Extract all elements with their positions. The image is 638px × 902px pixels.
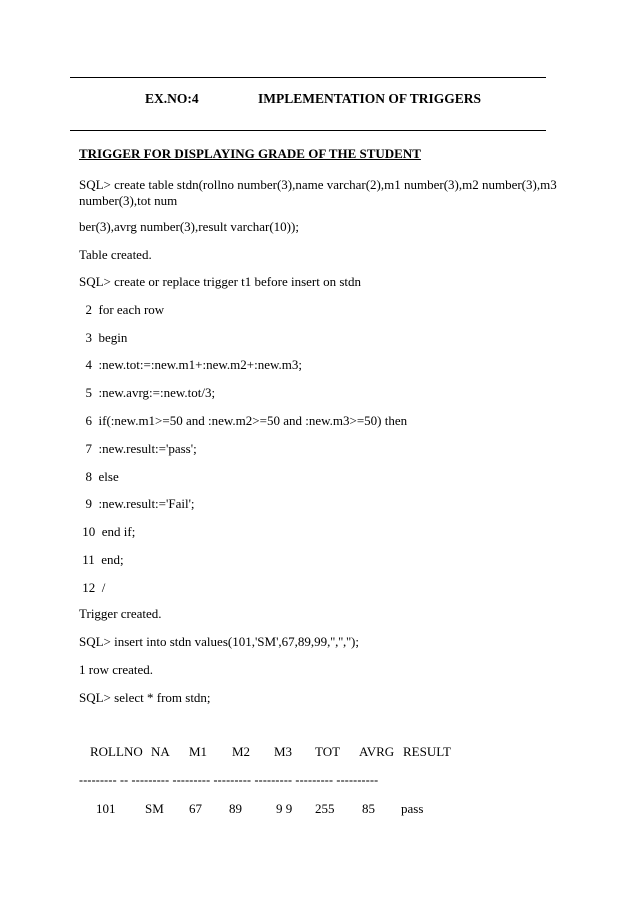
- sql-line: 5 :new.avrg:=:new.tot/3;: [79, 385, 216, 400]
- sql-line: 7 :new.result:='pass';: [79, 441, 197, 456]
- column-header: TOT: [315, 744, 341, 759]
- exercise-number: EX.NO:4: [145, 91, 199, 106]
- cell-result: pass: [401, 801, 424, 816]
- sql-line: 2 for each row: [79, 302, 165, 317]
- column-header: M1: [189, 744, 208, 759]
- cell-name: SM: [145, 801, 164, 816]
- cell-m1: 67: [189, 801, 202, 816]
- sql-line: ber(3),avrg number(3),result varchar(10));: [79, 219, 299, 234]
- sql-output: Trigger created.: [79, 606, 162, 621]
- sql-output: Table created.: [79, 247, 152, 262]
- exercise-title: IMPLEMENTATION OF TRIGGERS: [258, 91, 482, 106]
- sql-line: 4 :new.tot:=:new.m1+:new.m2+:new.m3;: [79, 357, 302, 372]
- sql-line: SQL> create or replace trigger t1 before insert on stdn: [79, 274, 362, 289]
- cell-m3: 9 9: [276, 801, 293, 816]
- column-header: NA: [151, 744, 170, 759]
- sql-line: number(3),tot num: [79, 193, 178, 208]
- column-header: M3: [274, 744, 293, 759]
- sql-line: SQL> insert into stdn values(101,'SM',67,89,99,'','','');: [79, 634, 359, 649]
- sql-output: 1 row created.: [79, 662, 153, 677]
- column-header: M2: [232, 744, 251, 759]
- sql-line: 12 /: [79, 580, 106, 595]
- top-rule: [70, 77, 546, 78]
- sql-line: 6 if(:new.m1>=50 and :new.m2>=50 and :new.m3>=50) then: [79, 413, 408, 428]
- sql-line: 9 :new.result:='Fail';: [79, 496, 195, 511]
- sql-line: 8 else: [79, 469, 119, 484]
- sql-line: SQL> select * from stdn;: [79, 690, 211, 705]
- cell-avrg: 85: [362, 801, 375, 816]
- sql-line: 3 begin: [79, 330, 128, 345]
- sql-line: 11 end;: [79, 552, 124, 567]
- bottom-rule: [70, 130, 546, 131]
- cell-tot: 255: [315, 801, 335, 816]
- results-separator: --------- -- --------- --------- --------- --------- --------- ----------: [79, 773, 379, 787]
- cell-rollno: 101: [96, 801, 116, 816]
- cell-m2: 89: [229, 801, 242, 816]
- sql-line: 10 end if;: [79, 524, 136, 539]
- column-header: AVRG: [359, 744, 395, 759]
- section-heading: TRIGGER FOR DISPLAYING GRADE OF THE STUDENT: [79, 146, 421, 161]
- sql-line: SQL> create table stdn(rollno number(3),name varchar(2),m1 number(3),m2 number(3),m3: [79, 177, 557, 192]
- column-header: RESULT: [403, 744, 451, 759]
- column-header: ROLLNO: [90, 744, 143, 759]
